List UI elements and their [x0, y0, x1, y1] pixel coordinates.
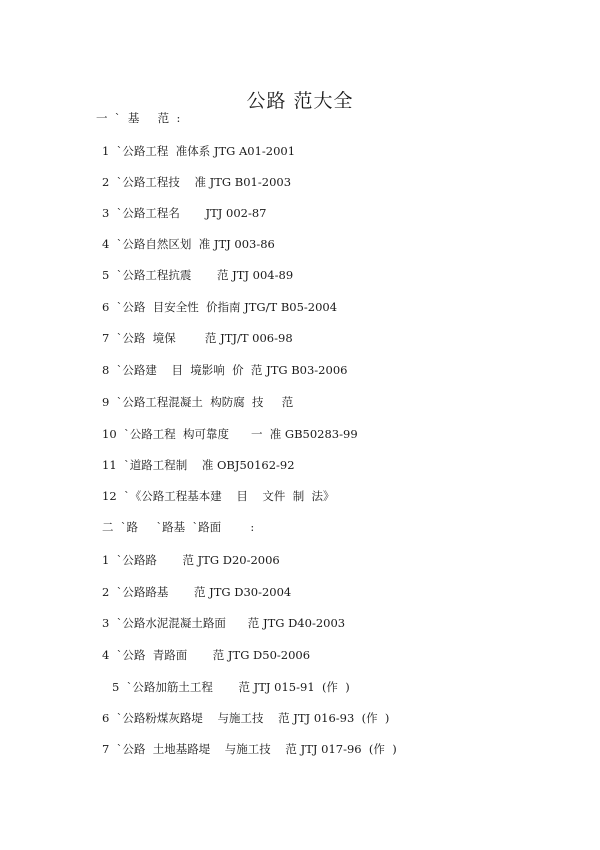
list-item: 4 `公路 青路面 范 JTG D50-2006: [102, 648, 311, 662]
list-item: 11 `道路工程制 准 OBJ50162-92: [102, 458, 295, 472]
list-item: 12 `《公路工程基本建 目 文件 制 法》: [102, 489, 335, 503]
list-item: 5 `公路加筋土工程 范 JTJ 015-91 (作 ): [112, 680, 350, 694]
list-item: 3 `公路工程名 JTJ 002-87: [102, 206, 267, 220]
list-item: 1 `公路路 范 JTG D20-2006: [102, 553, 280, 567]
list-item: 6 `公路 目安全性 价指南 JTG/T B05-2004: [102, 300, 338, 314]
list-item: 4 `公路自然区划 准 JTJ 003-86: [102, 237, 275, 251]
list-item: 6 `公路粉煤灰路堤 与施工技 范 JTJ 016-93 (作 ): [102, 711, 390, 725]
section-heading-subgrade: 二 `路 `路基 `路面 :: [102, 520, 255, 534]
list-item: 7 `公路 境保 范 JTJ/T 006-98: [102, 331, 293, 345]
list-item: 8 `公路建 目 境影响 价 范 JTG B03-2006: [102, 363, 348, 377]
list-item: 2 `公路工程技 准 JTG B01-2003: [102, 175, 292, 189]
list-item: 10 `公路工程 构可靠度 一 准 GB50283-99: [102, 427, 358, 441]
document-title: 公路 范大全: [246, 90, 354, 112]
list-item: 2 `公路路基 范 JTG D30-2004: [102, 585, 292, 599]
section-heading-basic: 一 ` 基 范 :: [96, 111, 181, 125]
list-item: 5 `公路工程抗震 范 JTJ 004-89: [102, 268, 294, 282]
list-item: 3 `公路水泥混凝土路面 范 JTG D40-2003: [102, 616, 346, 630]
list-item: 9 `公路工程混凝土 构防腐 技 范: [102, 395, 294, 409]
list-item: 1 `公路工程 准体系 JTG A01-2001: [102, 144, 296, 158]
list-item: 7 `公路 土地基路堤 与施工技 范 JTJ 017-96 (作 ): [102, 742, 397, 756]
